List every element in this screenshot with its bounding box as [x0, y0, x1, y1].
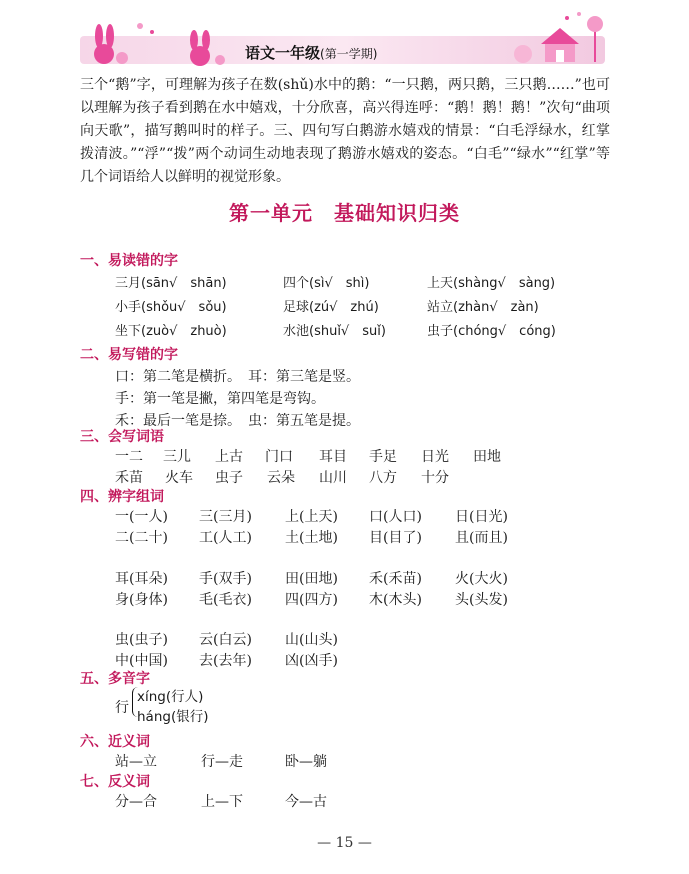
word-item: 火车 [165, 470, 193, 486]
word-item: 山川 [319, 470, 347, 486]
distinguish-item: 凶(凶手) [285, 653, 338, 669]
word-item: 田地 [473, 449, 501, 465]
antonym-pair: 今—古 [285, 794, 327, 810]
word-item: 日光 [421, 449, 449, 465]
distinguish-item: 四(四方) [285, 592, 338, 608]
word-item: 十分 [421, 470, 449, 486]
intro-paragraph: 三个“鹅”字，可理解为孩子在数(shǔ)水中的鹅：“一只鹅，两只鹅，三只鹅……”也可以理解为孩子看到鹅在水中嬉戏，十分欣喜，高兴得连呼：“鹅！鹅！鹅！”次句“曲项向天歌”，描写鹅叫时的样子。三、四句写白鹅游水嬉戏的情景：“白毛浮绿水，红掌拨清波。”“浮”“拨”两个动词生动地表现了鹅游水嬉戏的姿态。“白毛”“绿水”“红掌”等几个词语给人以鲜明的视觉形象。 [80, 77, 610, 185]
distinguish-item: 口(人口) [369, 509, 422, 525]
misread-item: 上天(shàng√ sàng) [427, 276, 556, 291]
miswrite-item: 禾：最后一笔是捺。 虫：第五笔是提。 [115, 413, 360, 429]
distinguish-item: 工(人工) [199, 530, 252, 546]
misread-item: 足球(zú√ zhú) [283, 300, 379, 315]
polyphone-reading: xíng(行人) [137, 689, 204, 705]
distinguish-item: 田(田地) [285, 571, 338, 587]
distinguish-item: 二(二十) [115, 530, 168, 546]
semester-label: (第一学期) [320, 47, 378, 61]
distinguish-item: 目(目了) [369, 530, 422, 546]
distinguish-item: 耳(耳朵) [115, 571, 168, 587]
word-item: 禾苗 [115, 470, 143, 486]
word-item: 一二 [115, 449, 143, 465]
distinguish-item: 去(去年) [199, 653, 252, 669]
distinguish-item: 且(而且) [455, 530, 508, 546]
distinguish-item: 毛(毛衣) [199, 592, 252, 608]
word-item: 手足 [369, 449, 397, 465]
distinguish-item: 上(上天) [285, 509, 338, 525]
distinguish-item: 头(头发) [455, 592, 508, 608]
distinguish-item: 三(三月) [199, 509, 252, 525]
misread-item: 虫子(chóng√ cóng) [427, 324, 556, 339]
distinguish-item: 手(双手) [199, 571, 252, 587]
page-number: — 15 — [317, 835, 372, 851]
misread-item: 站立(zhàn√ zàn) [427, 300, 539, 315]
section-heading-words: 三、会写词语 [80, 429, 164, 445]
synonym-pair: 行—走 [201, 754, 243, 770]
misread-item: 三月(sān√ shān) [115, 276, 227, 291]
distinguish-item: 山(山头) [285, 632, 338, 648]
synonym-pair: 站—立 [115, 754, 157, 770]
house-decoration-right [505, 10, 615, 68]
distinguish-item: 日(日光) [455, 509, 508, 525]
distinguish-item: 中(中国) [115, 653, 168, 669]
distinguish-item: 禾(禾苗) [369, 571, 422, 587]
distinguish-item: 土(土地) [285, 530, 338, 546]
distinguish-item: 火(大火) [455, 571, 508, 587]
bunny-decoration-left [82, 18, 232, 68]
miswrite-item: 手：第一笔是撇，第四笔是弯钩。 [115, 391, 325, 407]
antonym-pair: 分—合 [115, 794, 157, 810]
synonym-pair: 卧—躺 [285, 754, 327, 770]
section-heading-miswrite: 二、易写错的字 [80, 347, 178, 363]
misread-item: 小手(shǒu√ sǒu) [115, 300, 227, 315]
word-item: 虫子 [215, 470, 243, 486]
word-item: 三儿 [163, 449, 191, 465]
distinguish-item: 木(木头) [369, 592, 422, 608]
word-item: 八方 [369, 470, 397, 486]
miswrite-item: 口：第二笔是横折。 耳：第三笔是竖。 [115, 369, 360, 385]
section-heading-misread: 一、易读错的字 [80, 253, 178, 269]
misread-item: 四个(sì√ shì) [283, 276, 370, 291]
misread-item: 坐下(zuò√ zhuò) [115, 324, 227, 339]
word-item: 耳目 [319, 449, 347, 465]
polyphone-reading: háng(银行) [137, 709, 209, 725]
section-heading-polyphone: 五、多音字 [80, 671, 150, 687]
antonym-pair: 上—下 [201, 794, 243, 810]
section-heading-antonyms: 七、反义词 [80, 774, 150, 790]
misread-item: 水池(shuǐ√ suǐ) [283, 324, 386, 339]
header-title [245, 42, 377, 63]
book-title: 语文一年级 [245, 44, 321, 62]
distinguish-item: 身(身体) [115, 592, 168, 608]
section-heading-synonyms: 六、近义词 [80, 734, 150, 750]
word-item: 上古 [215, 449, 243, 465]
word-item: 云朵 [267, 470, 295, 486]
distinguish-item: 虫(虫子) [115, 632, 168, 648]
word-item: 门口 [265, 449, 293, 465]
section-heading-distinguish: 四、辨字组词 [80, 489, 164, 505]
unit-title: 第一单元 基础知识归类 [229, 201, 460, 225]
distinguish-item: 云(白云) [199, 632, 252, 648]
page-header [0, 0, 689, 78]
distinguish-item: 一(一人) [115, 509, 168, 525]
polyphone-char: 行 [115, 700, 129, 716]
